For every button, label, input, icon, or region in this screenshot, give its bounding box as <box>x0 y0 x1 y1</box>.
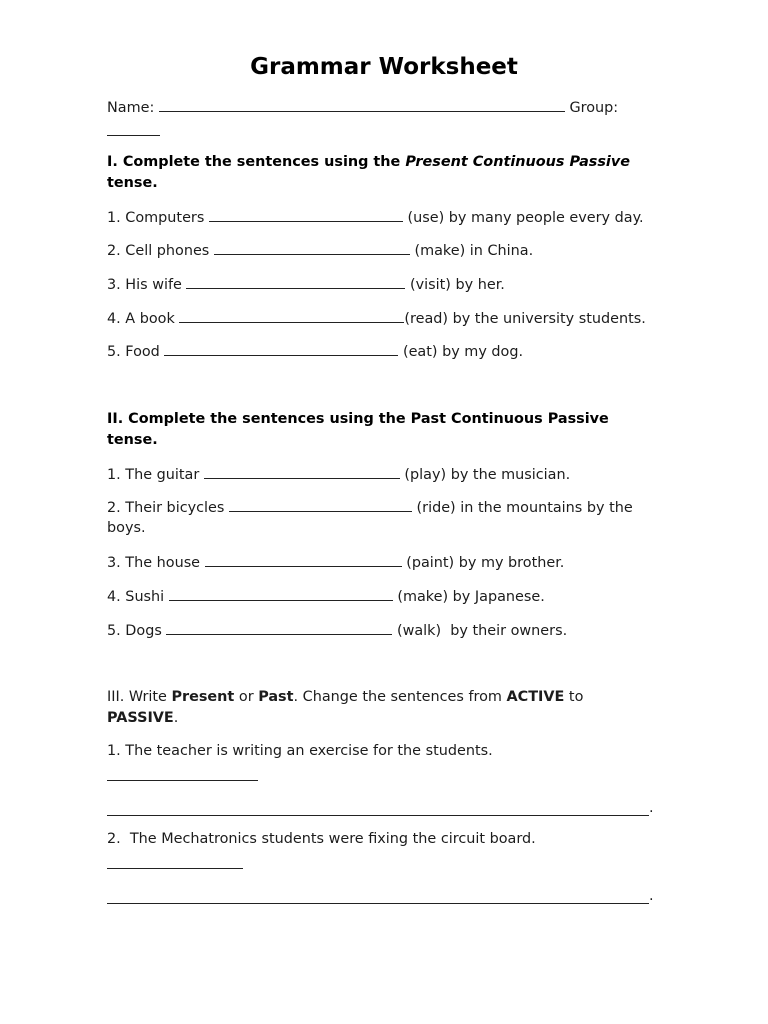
list-item: 3. The house (paint) by my brother. <box>107 552 564 573</box>
section2-heading-line2: tense. <box>107 432 158 448</box>
answer-blank[interactable] <box>107 868 243 869</box>
name-group-row <box>107 97 618 118</box>
list-item: 1. The guitar (play) by the musician. <box>107 464 570 485</box>
answer-blank[interactable] <box>209 207 403 222</box>
answer-blank[interactable] <box>186 274 405 289</box>
answer-blank[interactable] <box>164 341 398 356</box>
answer-blank[interactable] <box>229 497 412 512</box>
group-field[interactable] <box>107 135 160 136</box>
answer-line[interactable] <box>107 903 649 904</box>
list-item-continuation: boys. <box>107 520 146 536</box>
answer-blank[interactable] <box>166 620 392 635</box>
list-item: 2. Their bicycles (ride) in the mountains by the <box>107 497 633 518</box>
group-label: Group: <box>569 100 619 116</box>
list-item: 2. Cell phones (make) in China. <box>107 240 533 261</box>
line-end-period: . <box>649 888 654 904</box>
worksheet-title: Grammar Worksheet <box>250 54 518 80</box>
answer-blank[interactable] <box>169 586 393 601</box>
section1-heading-line2: tense. <box>107 175 158 191</box>
section2-heading-line1: II. Complete the sentences using the Past Continuous Passive <box>107 411 609 427</box>
list-item: 5. Food (eat) by my dog. <box>107 341 523 362</box>
list-item: 5. Dogs (walk) by their owners. <box>107 620 567 641</box>
list-item: 1. The teacher is writing an exercise for the students. <box>107 743 493 759</box>
answer-blank[interactable] <box>179 308 404 323</box>
answer-blank[interactable] <box>107 780 258 781</box>
list-item: 3. His wife (visit) by her. <box>107 274 505 295</box>
name-label: Name: <box>107 100 155 116</box>
list-item: 4. A book (read) by the university students. <box>107 308 646 329</box>
section1-heading-line1: I. Complete the sentences using the Present Continuous Passive <box>107 154 630 170</box>
answer-blank[interactable] <box>205 552 402 567</box>
line-end-period: . <box>649 800 654 816</box>
section3-heading-line2: PASSIVE. <box>107 710 179 726</box>
tense-emphasis: Present Continuous Passive <box>405 154 630 170</box>
section3-heading-line1: III. Write Present or Past. Change the sentences from ACTIVE to <box>107 689 584 705</box>
answer-blank[interactable] <box>204 464 400 479</box>
list-item: 4. Sushi (make) by Japanese. <box>107 586 545 607</box>
list-item: 1. Computers (use) by many people every day. <box>107 207 644 228</box>
list-item: 2. The Mechatronics students were fixing the circuit board. <box>107 831 536 847</box>
answer-blank[interactable] <box>214 240 410 255</box>
name-field[interactable] <box>159 97 565 112</box>
answer-line[interactable] <box>107 815 649 816</box>
